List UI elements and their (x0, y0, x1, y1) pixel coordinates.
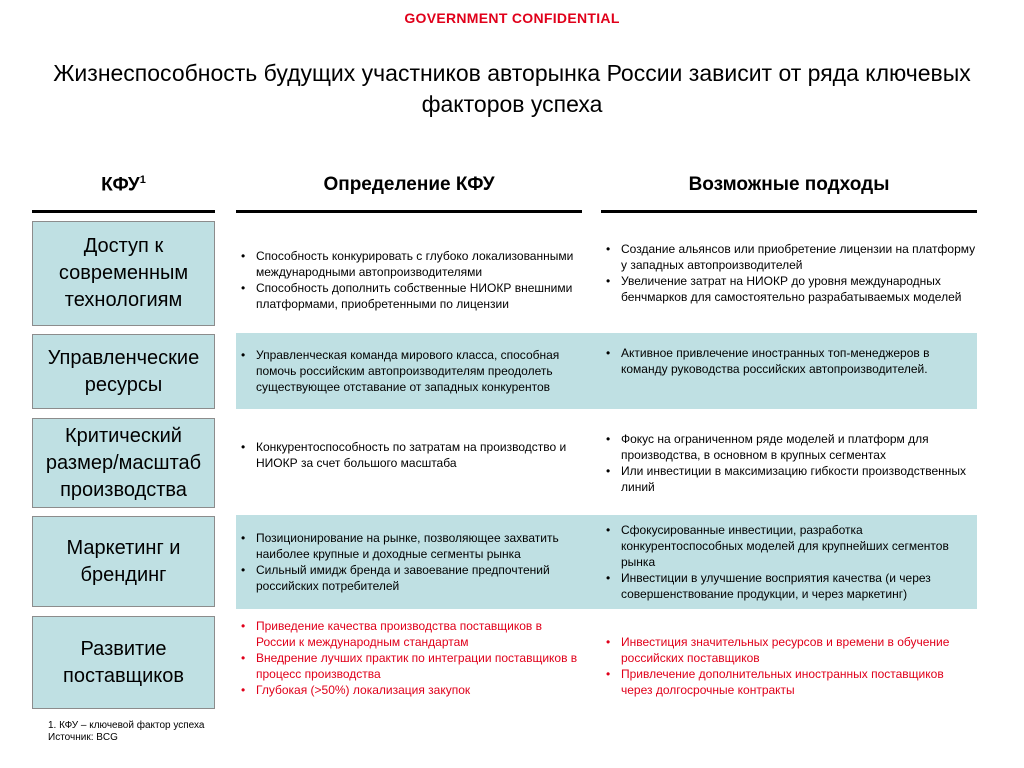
kfu-heading: КФУ (101, 174, 140, 196)
definition-item: • Способность дополнить собственные НИОКР внешними платформами, приобретенными по лицензии (256, 280, 582, 312)
definition-cell (236, 420, 582, 490)
approach-item: • Или инвестиции в максимизацию гибкости производственных линий (621, 463, 977, 495)
approach-item: • Привлечение дополнительных иностранных поставщиков через долгосрочные контракты (621, 666, 977, 698)
approach-item: • Увеличение затрат на НИОКР до уровня международных бенчмарков для самостоятельно разрабатываемых моделей (621, 273, 977, 305)
definition-item: • Глубокая (>50%) локализация закупок (256, 682, 582, 698)
definition-item: • Способность конкурировать с глубоко локализованными международными автопроизводителями (256, 248, 582, 280)
header-divider-kfu (32, 210, 215, 213)
kfu-label (32, 334, 215, 409)
kfu-label (32, 221, 215, 326)
footnote-source: Источник: BCG (48, 732, 118, 743)
kfu-label-text: Доступ к современным технологиям (58, 235, 189, 311)
approaches-cell (601, 228, 977, 318)
column-header-definition: Определение КФУ (323, 174, 495, 195)
definition-item: • Внедрение лучших практик по интеграции поставщиков в процесс производства (256, 650, 582, 682)
approach-item: • Фокус на ограниченном ряде моделей и платформ для производства, в основном в крупных сегментах (621, 431, 977, 463)
definition-cell (236, 228, 582, 332)
definition-cell (236, 612, 582, 704)
definition-item: • Конкурентоспособность по затратам на производство и НИОКР за счет большого масштаба (256, 439, 582, 471)
kfu-label-text: Критический размер/масштаб производства (45, 424, 202, 501)
footnote-kfu: 1. КФУ – ключевой фактор успеха (48, 720, 205, 731)
kfu-label (32, 516, 215, 607)
header-divider-approaches (601, 210, 977, 213)
page-title: Жизнеспособность будущих участников авторынка России зависит от ряда ключевых факторов успеха (53, 60, 971, 117)
kfu-footnote-mark: 1 (139, 174, 146, 186)
approach-item: • Инвестиции в улучшение восприятия качества (и через совершенствование продукции, и через маркетинг) (621, 570, 977, 602)
approach-item: • Сфокусированные инвестиции, разработка конкурентоспособных моделей для крупнейших сегментов рынка (621, 522, 977, 570)
definition-cell (236, 515, 582, 609)
kfu-label-text: Управленческие ресурсы (47, 346, 200, 396)
definition-item: • Приведение качества производства поставщиков в России к международным стандартам (256, 618, 582, 650)
approaches-cell (601, 515, 977, 609)
approach-item: • Инвестиция значительных ресурсов и времени в обучение российских поставщиков (621, 634, 977, 666)
kfu-label-text: Маркетинг и брендинг (66, 536, 181, 586)
kfu-label-text: Развитие поставщиков (63, 637, 184, 687)
definition-item: • Управленческая команда мирового класса, способная помочь российским автопроизводителям преодолеть существующее отставание от западных конкурентов (256, 347, 582, 395)
kfu-label (32, 418, 215, 508)
definition-item: • Сильный имидж бренда и завоевание предпочтений российских потребителей (256, 562, 582, 594)
definition-cell (236, 333, 582, 409)
confidential-label: GOVERNMENT CONFIDENTIAL (404, 10, 620, 26)
column-header-kfu (32, 174, 215, 196)
footnotes (48, 720, 204, 744)
approaches-cell (601, 418, 977, 508)
header-divider-definition (236, 210, 582, 213)
approach-item: • Создание альянсов или приобретение лицензии на платформу у западных автопроизводителей (621, 241, 977, 273)
approaches-cell (601, 626, 977, 706)
approaches-cell (601, 333, 977, 389)
kfu-label (32, 616, 215, 709)
column-header-approaches: Возможные подходы (688, 174, 890, 195)
definition-item: • Позиционирование на рынке, позволяющее захватить наиболее крупные и доходные сегменты рынка (256, 530, 582, 562)
approach-item: • Активное привлечение иностранных топ-менеджеров в команду руководства российских автопроизводителей. (621, 345, 977, 377)
